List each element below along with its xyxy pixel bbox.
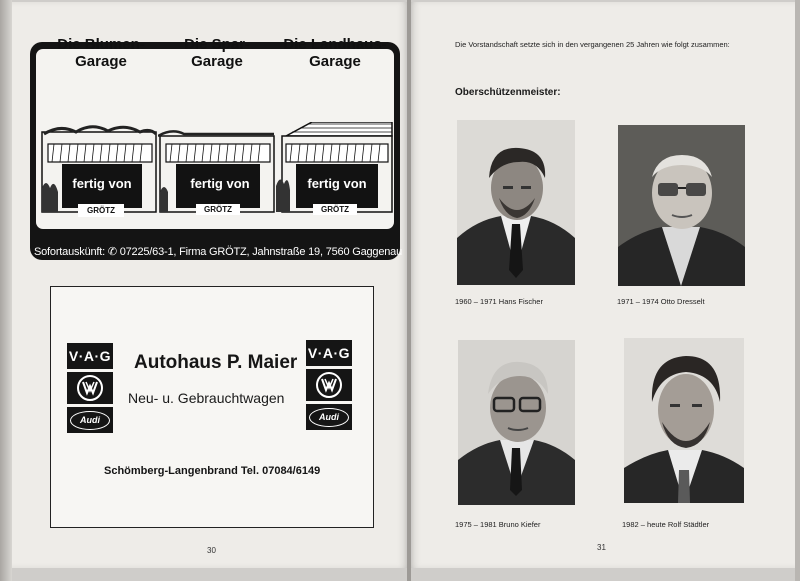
- garage-title-landhaus: Die Landhaus- Garage: [283, 36, 387, 70]
- portrait-photo-2: [618, 125, 745, 286]
- fertig-von-label-3: fertig von: [307, 176, 367, 191]
- garage-title-spar: Die Spar- Garage: [184, 36, 250, 70]
- garage-contact-line: Sofortauskünft: ✆ 07225/63-1, Firma GRÖTZ, Jahnstraße 19, 7560 Gaggenau: [34, 246, 402, 258]
- book-gutter: [407, 0, 411, 581]
- garage-title-blumen: Die Blumen- Garage: [57, 36, 145, 70]
- vag-logo: V·A·G: [67, 343, 113, 369]
- dealer-address: Schömberg-Langenbrand Tel. 07084/6149: [104, 465, 321, 477]
- page-edge-right: [795, 0, 800, 581]
- caption-4: 1982 – heute Rolf Städtler: [622, 520, 710, 529]
- vag-logo-stack-right: [306, 340, 352, 430]
- fertig-von-label-2: fertig von: [190, 176, 250, 191]
- caption-1: 1960 – 1971 Hans Fischer: [455, 297, 543, 306]
- portrait-photo-1: [457, 120, 575, 285]
- section-heading: Oberschützenmeister:: [455, 87, 561, 98]
- vw-logo-icon: [67, 372, 113, 404]
- vag-logo-stack-left: [67, 343, 113, 433]
- dealer-name: Autohaus P. Maier: [134, 352, 298, 373]
- vag-logo: V·A·G: [306, 340, 352, 366]
- audi-logo-text: Audi: [309, 408, 349, 427]
- caption-2: 1971 – 1974 Otto Dresselt: [617, 297, 705, 306]
- groetz-logo-2: GRÖTZ: [196, 204, 240, 215]
- vw-logo-icon: [306, 369, 352, 401]
- caption-3: 1975 – 1981 Bruno Kiefer: [455, 520, 541, 529]
- page-number-right: 31: [597, 543, 606, 552]
- page-number-left: 30: [207, 546, 216, 555]
- audi-logo: [306, 404, 352, 430]
- page-edge-left: [0, 0, 12, 581]
- portrait-photo-3: [458, 340, 575, 505]
- audi-logo: [67, 407, 113, 433]
- fertig-von-label-1: fertig von: [72, 176, 132, 191]
- audi-logo-text: Audi: [70, 411, 110, 430]
- portrait-photo-4: [624, 338, 744, 503]
- groetz-logo-3: GRÖTZ: [313, 204, 357, 215]
- groetz-logo-1: GRÖTZ: [78, 204, 124, 217]
- dealer-subtitle: Neu- u. Gebrauchtwagen: [128, 390, 285, 406]
- board-intro-text: Die Vorstandschaft setzte sich in den vergangenen 25 Jahren wie folgt zusammen:: [455, 40, 730, 49]
